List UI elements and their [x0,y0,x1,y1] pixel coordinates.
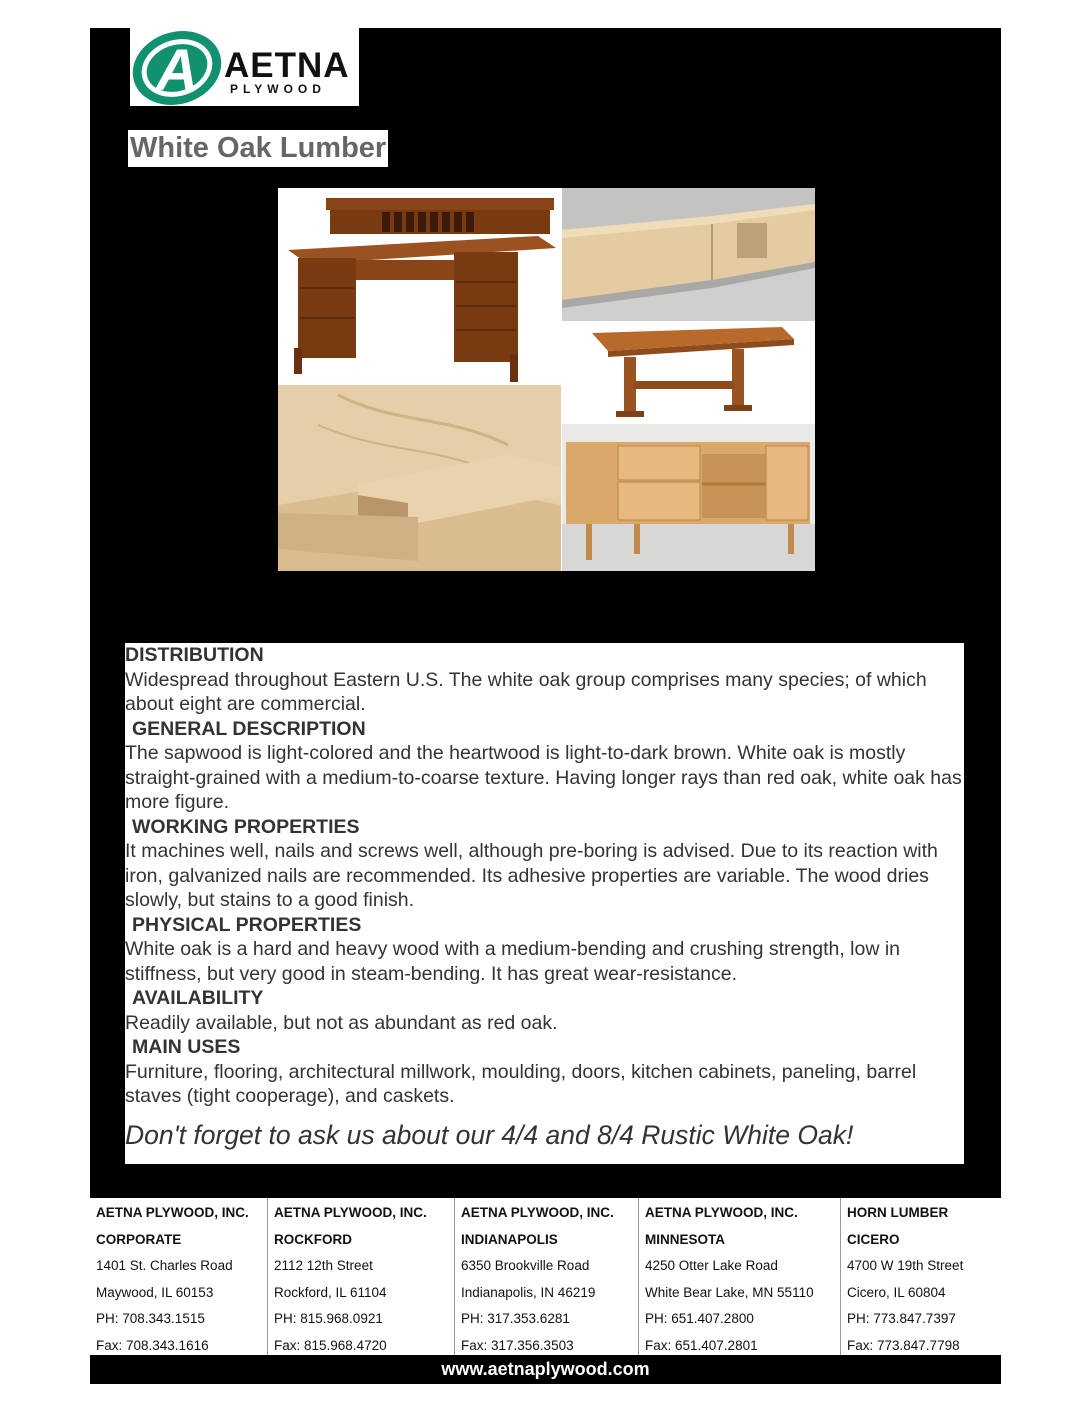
location-street: 4700 W 19th Street [847,1258,964,1274]
logo-wordmark: AETNA [224,46,350,85]
description-box [125,643,964,1164]
location-fax: Fax: 773.847.7798 [847,1337,960,1353]
location-rockford [268,1198,455,1355]
location-indianapolis [455,1198,639,1355]
section-heading-distribution: DISTRIBUTION [125,644,264,666]
location-company: AETNA PLYWOOD, INC. [96,1205,249,1220]
location-branch: INDIANAPOLIS [461,1231,558,1247]
lumber-boards-photo [278,385,561,571]
location-company: AETNA PLYWOOD, INC. [645,1205,798,1220]
tv-console-photo [562,424,815,571]
location-phone: PH: 708.343.1515 [96,1311,205,1327]
media-cabinet-photo [562,188,815,321]
location-street: 1401 St. Charles Road [96,1258,233,1274]
location-fax: Fax: 651.407.2801 [645,1337,758,1353]
page-title: White Oak Lumber [128,130,388,167]
location-city: Cicero, IL 60804 [847,1284,946,1300]
location-corporate [90,1198,268,1355]
product-photo-collage [278,188,815,571]
location-city: Maywood, IL 60153 [96,1284,214,1300]
location-fax: Fax: 815.968.4720 [274,1337,387,1353]
location-branch: ROCKFORD [274,1231,352,1247]
location-company: HORN LUMBER [847,1205,949,1220]
aetna-logo-mark [130,28,226,106]
location-fax: Fax: 708.343.1616 [96,1337,209,1353]
section-heading-main-uses: MAIN USES [132,1036,241,1058]
promo-text: Don't forget to ask us about our 4/4 and 8/4 Rustic White Oak! [125,1119,854,1150]
section-text-main-uses: Furniture, flooring, architectural millwork, moulding, doors, kitchen cabinets, paneling, barrel staves (tight cooperage), and caskets. [125,1060,917,1107]
location-phone: PH: 651.407.2800 [645,1311,754,1327]
section-text-distribution: Widespread throughout Eastern U.S. The white oak group comprises many species; of which about eight are commercial. [125,668,927,715]
location-company: AETNA PLYWOOD, INC. [461,1205,614,1220]
logo-letter: A [156,38,198,103]
location-company: AETNA PLYWOOD, INC. [274,1205,427,1220]
location-minnesota [639,1198,841,1355]
website-link[interactable]: www.aetnaplywood.com [441,1359,650,1379]
section-heading-availability: AVAILABILITY [132,987,264,1009]
aetna-logo [130,28,359,106]
location-fax: Fax: 317.356.3503 [461,1337,574,1353]
location-city: White Bear Lake, MN 55110 [645,1284,814,1300]
section-text-availability: Readily available, but not as abundant as red oak. [125,1011,558,1034]
section-heading-general-description: GENERAL DESCRIPTION [132,717,366,740]
section-text-working-properties: It machines well, nails and screws well, although pre-boring is advised. Due to its reaction with iron, galvanized nails are recommended. Its adhesive properties are variable. The wood dries slowly, but stains to a good finish. [125,840,938,911]
logo-tagline: PLYWOOD [230,82,326,96]
location-street: 2112 12th Street [274,1258,373,1274]
location-city: Indianapolis, IN 46219 [461,1284,596,1300]
location-phone: PH: 317.353.6281 [461,1311,570,1327]
location-branch: MINNESOTA [645,1231,725,1247]
section-heading-working-properties: WORKING PROPERTIES [132,815,360,838]
desk-photo [278,188,561,385]
section-text-general-description: The sapwood is light-colored and the heartwood is light-to-dark brown. White oak is mostly straight-grained with a medium-to-coarse texture. Having longer rays than red oak, white oak has more figure. [125,742,962,813]
dining-table-photo [562,321,815,424]
location-phone: PH: 773.847.7397 [847,1311,956,1327]
location-cicero [841,1198,1001,1355]
location-branch: CICERO [847,1231,900,1247]
section-text-physical-properties: White oak is a hard and heavy wood with a medium-bending and crushing strength, low in stiffness, but very good in steam-bending. It has great wear-resistance. [125,938,901,985]
flyer-sheet [90,28,1001,1384]
location-city: Rockford, IL 61104 [274,1284,387,1300]
location-street: 6350 Brookville Road [461,1258,590,1274]
location-phone: PH: 815.968.0921 [274,1311,383,1327]
locations-footer [90,1198,1001,1355]
location-branch: CORPORATE [96,1231,182,1247]
location-street: 4250 Otter Lake Road [645,1258,778,1274]
section-heading-physical-properties: PHYSICAL PROPERTIES [132,913,362,936]
